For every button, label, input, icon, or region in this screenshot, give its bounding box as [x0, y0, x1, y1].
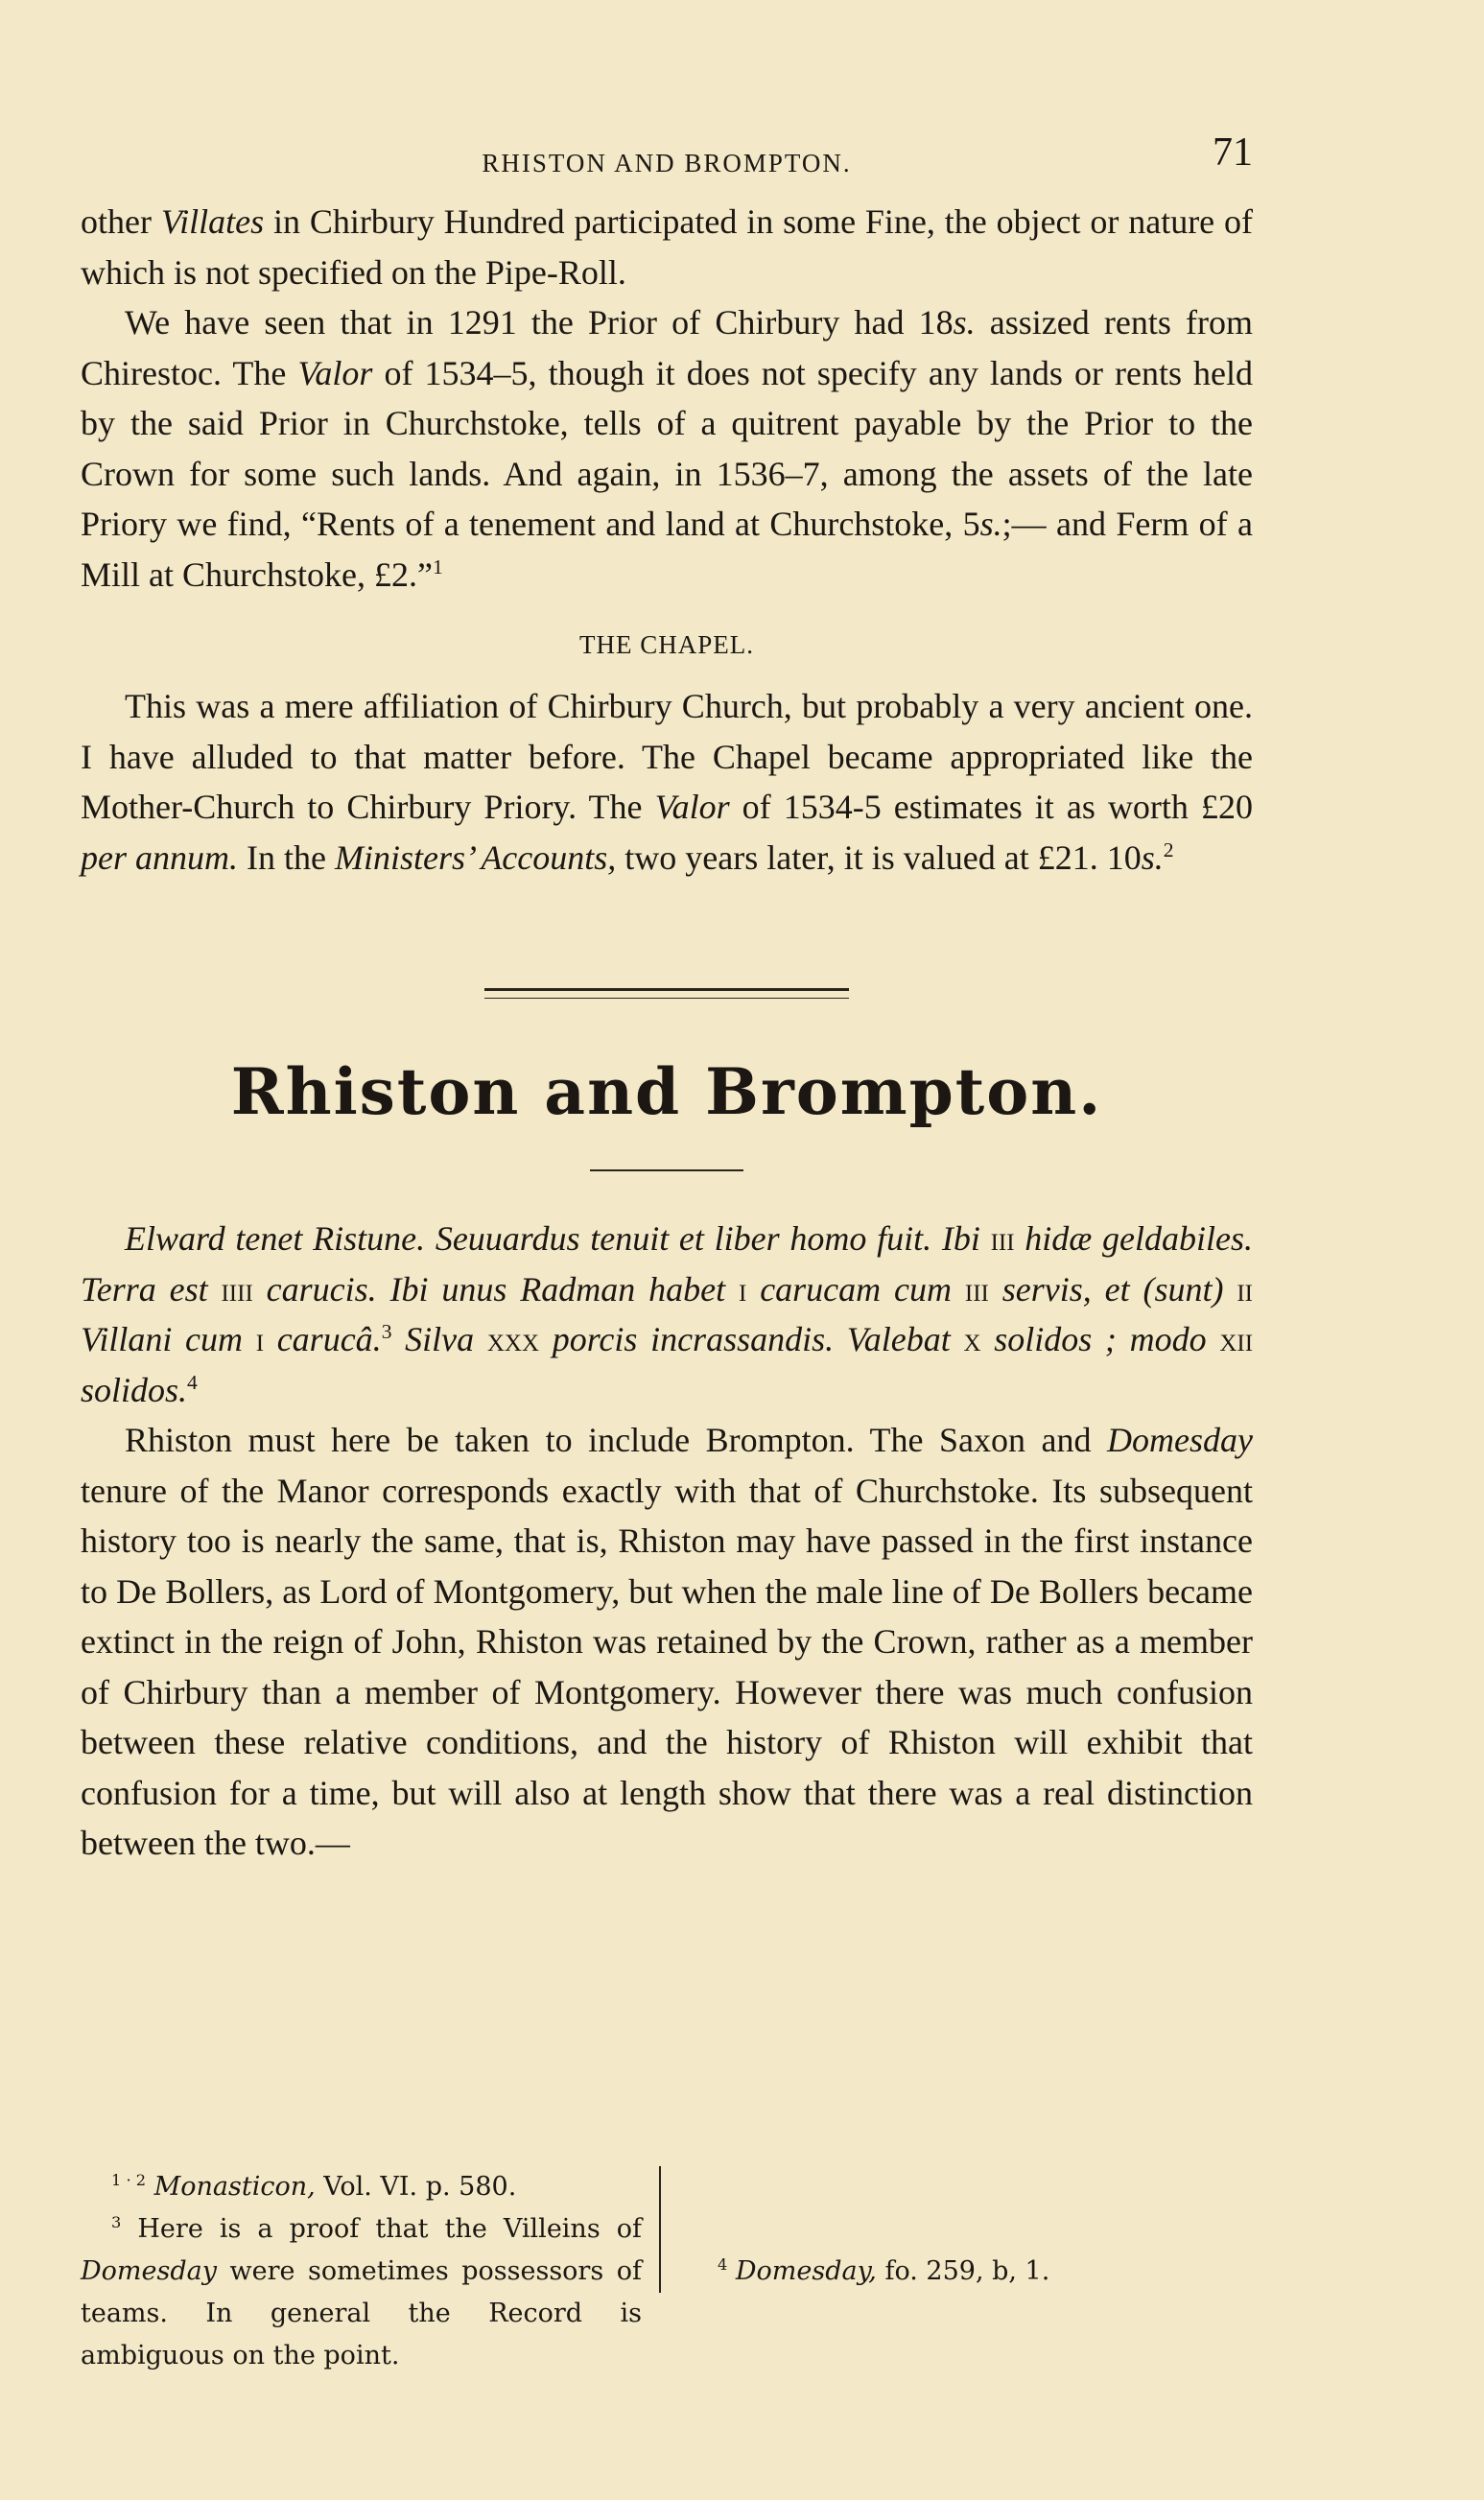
footnotes-right-column	[687, 2166, 1248, 2293]
section-title: Rhiston and Brompton.	[230, 1054, 1103, 1129]
paragraph-prior-rents: We have seen that in 1291 the Prior of Chirbury had 18s. assized rents from Chirestoc. The Valor of 1534–5, though it does not specify any lands or rents held by the said Prior in Churchstoke, tells of a quitrent payable by the Prior to the Crown for some such lands. And again, in 1536–7, among the assets of the late Priory we find, “Rents of a tenement and land at Churchstoke, 5s.;— and Ferm of a Mill at Churchstoke, £2.”$^1$	[81, 303, 1254, 594]
page-number: 71	[1213, 130, 1253, 175]
footnotes-left-column	[81, 2166, 661, 2370]
footnote-ref: 2	[1163, 837, 1174, 861]
paragraph-chapel: This was a mere affiliation of Chirbury Church, but probably a very ancient one. I have alluded to that matter before. The Chapel became appropriated like the Mother-Church to Chirbury Priory. The Valor of 1534-5 estimates it as worth £20 per annum. In the Ministers’ Accounts, two years later, it is valued at £21. 10s.$^2$	[81, 687, 1253, 877]
title-rule	[590, 1169, 743, 1171]
running-head: RHISTON AND BROMPTON.	[482, 149, 852, 177]
page-content	[81, 130, 1253, 1869]
double-rule-divider	[484, 988, 849, 999]
chapel-heading: THE CHAPEL.	[579, 630, 754, 659]
domesday-extract: Elward tenet Ristune. Seuuardus tenuit et liber homo fuit. Ibi iii hidæ geldabiles. Terra est iiii carucis. Ibi unus Radman habet i carucam cum iii servis, et (sunt) ii Villani cum i carucâ.$^3$ Silva xxx porcis incrassandis. Valebat x solidos ; modo xii solidos.$^4$	[81, 1219, 1254, 1409]
paragraph-rhiston: Rhiston must here be taken to include Brompton. The Saxon and Domesday tenure of the Manor corresponds exactly with that of Churchstoke. Its subsequent history too is nearly the same, that is, Rhiston may have passed in the first instance to De Bollers, as Lord of Montgomery, but when the male line of De Bollers became extinct in the reign of John, Rhiston was retained by the Crown, rather as a member of Chirbury than a member of Montgomery. However there was much confusion between these relative conditions, and the history of Rhiston will exhibit that confusion for a time, but will also at length show that there was a real distinction between the two.—	[81, 1421, 1253, 1862]
paragraph-villates: other Villates in Chirbury Hundred participated in some Fine, the object or nature of which is not specified on the Pipe-Roll.	[81, 202, 1253, 292]
page-header	[81, 130, 1253, 197]
footnote-1-2: $^{1 \cdot 2}$ Monasticon, Vol. VI. p. 580.	[111, 2171, 517, 2202]
footnote-4: $^4$ Domesday, fo. 259, b, 1.	[718, 2255, 1050, 2286]
footnote-ref: 1	[432, 554, 443, 578]
footnote-3: $^3$ Here is a proof that the Villeins of Domesday were sometimes possessors of teams. In general the Record is ambiguous on the point.	[81, 2213, 642, 2370]
